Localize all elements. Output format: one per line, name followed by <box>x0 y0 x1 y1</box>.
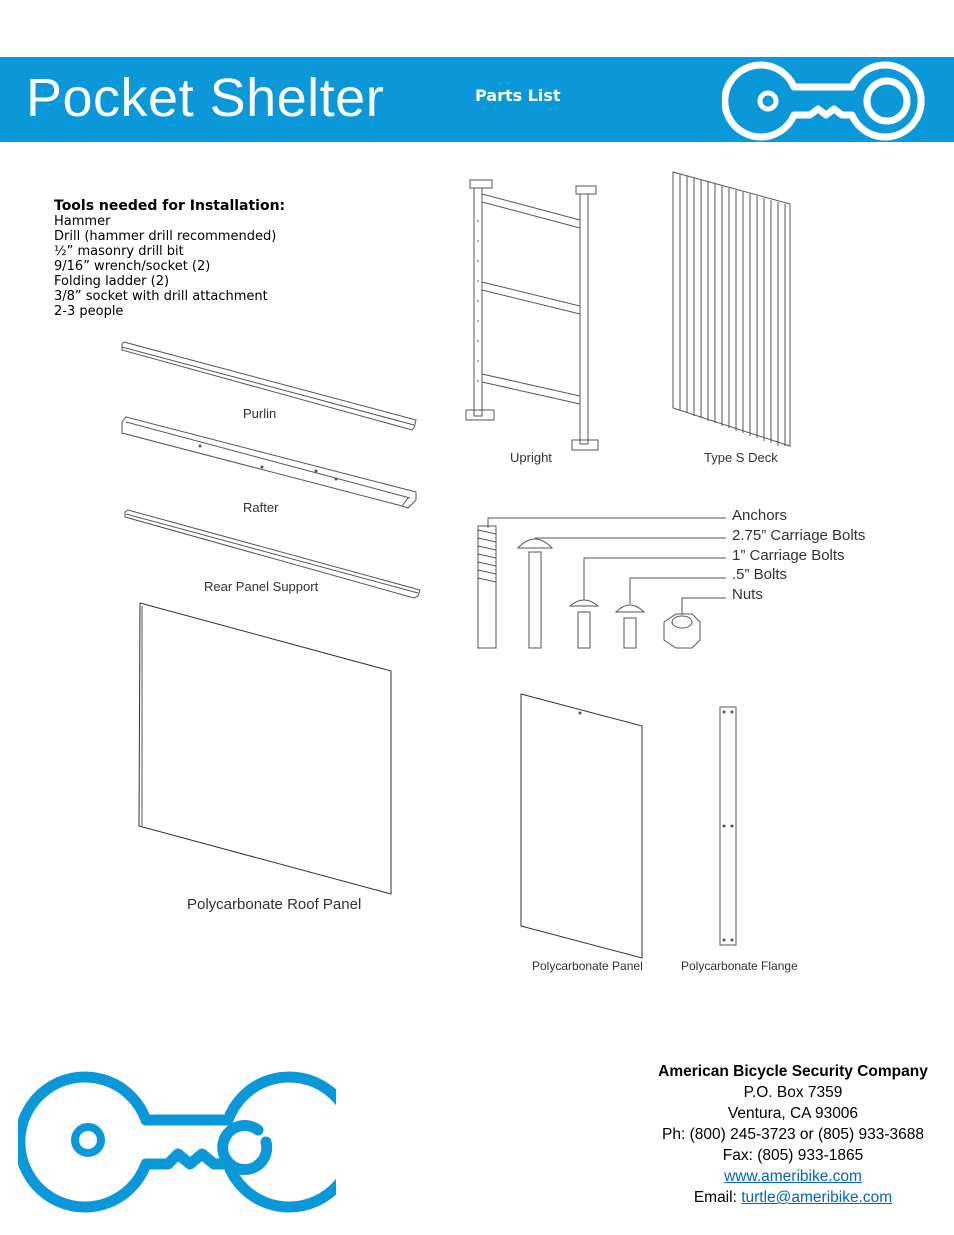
page-title: Pocket Shelter <box>26 68 385 128</box>
company-city: Ventura, CA 93006 <box>727 1105 859 1122</box>
upright-drawing <box>466 180 598 450</box>
hardware-leaders <box>488 518 726 614</box>
company-info <box>640 1061 946 1208</box>
tool-item: 9/16” wrench/socket (2) <box>54 259 211 274</box>
rear-panel-support-label: Rear Panel Support <box>204 579 319 594</box>
carriage-bolt-275-label: 2.75” Carriage Bolts <box>732 527 866 544</box>
carriage-bolt-1-label: 1” Carriage Bolts <box>732 547 845 564</box>
tool-item: 2-3 people <box>54 304 124 319</box>
panel-drawing <box>521 694 642 958</box>
email-link[interactable]: turtle@ameribike.com <box>741 1189 893 1206</box>
tool-item: 3/8” socket with drill attachment <box>54 289 268 304</box>
upright-label: Upright <box>510 450 552 465</box>
panel-label: Polycarbonate Panel <box>532 959 643 973</box>
rafter-label: Rafter <box>243 500 279 515</box>
company-fax: Fax: (805) 933-1865 <box>722 1147 864 1164</box>
website-link[interactable]: www.ameribike.com <box>724 1168 862 1185</box>
rafter-drawing <box>122 417 416 508</box>
hardware-drawing <box>478 526 700 648</box>
tool-item: Hammer <box>54 214 111 229</box>
roof-panel-label: Polycarbonate Roof Panel <box>187 896 362 913</box>
email-label: Email: <box>693 1189 742 1206</box>
tool-item: Folding ladder (2) <box>54 274 170 289</box>
tool-item: Drill (hammer drill recommended) <box>54 229 277 244</box>
deck-drawing <box>673 172 790 446</box>
company-name: American Bicycle Security Company <box>658 1063 928 1080</box>
company-po-box: P.O. Box 7359 <box>743 1084 843 1101</box>
bolt-5-label: .5” Bolts <box>732 566 788 583</box>
deck-label: Type S Deck <box>704 450 778 465</box>
company-phone: Ph: (800) 245-3723 or (805) 933-3688 <box>662 1126 924 1143</box>
purlin-label: Purlin <box>243 406 277 421</box>
roof-panel-drawing <box>139 603 391 894</box>
flange-label: Polycarbonate Flange <box>681 959 798 973</box>
tools-heading: Tools needed for Installation: <box>54 198 286 214</box>
bike-key-logo-icon <box>18 1070 336 1214</box>
flange-drawing <box>720 707 736 945</box>
nuts-label: Nuts <box>732 586 763 603</box>
tool-item: ½” masonry drill bit <box>54 244 184 259</box>
page-subtitle: Parts List <box>475 86 561 105</box>
anchors-label: Anchors <box>732 507 788 524</box>
